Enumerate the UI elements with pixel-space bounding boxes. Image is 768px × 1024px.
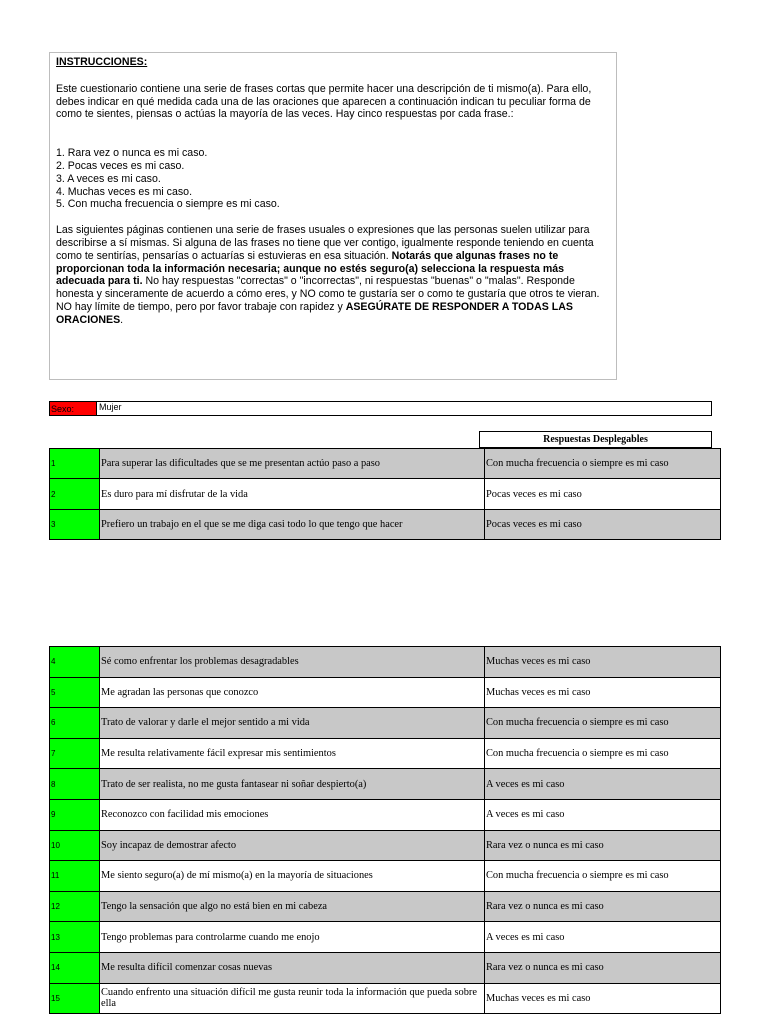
question-number: 13 <box>50 922 100 953</box>
question-row <box>50 449 721 479</box>
question-text: Sé como enfrentar los problemas desagradables <box>100 647 485 678</box>
question-number: 11 <box>50 861 100 892</box>
question-number: 1 <box>50 449 100 479</box>
question-number: 9 <box>50 799 100 830</box>
question-number: 15 <box>50 983 100 1014</box>
question-text: Me siento seguro(a) de mí mismo(a) en la mayoría de situaciones <box>100 861 485 892</box>
sex-label: Sexo: <box>50 402 97 415</box>
answers-column-header: Respuestas Desplegables <box>479 431 712 448</box>
answer-dropdown-cell[interactable]: Muchas veces es mi caso <box>485 983 721 1014</box>
answer-dropdown-cell[interactable]: Muchas veces es mi caso <box>485 647 721 678</box>
question-row <box>50 983 721 1014</box>
answer-dropdown-cell[interactable]: A veces es mi caso <box>485 769 721 800</box>
answer-scale-item: 1. Rara vez o nunca es mi caso. <box>56 147 208 160</box>
instructions-paragraph-2: Las siguientes páginas contienen una serie de frases usuales o expresiones que las personas suelen utilizar para describirse a sí mismas. Si alguna de las frases no tiene que ver contigo, igualmente responde teniendo en cuenta como te sentirías, pensarías o actuarías si estuvieras en esa situación. Notarás que algunas frases no te proporcionan toda la información necesaria; aunque no estés seguro(a) selecciona la respuesta más adecuada para ti. No hay respuestas "correctas" o "incorrectas", ni respuestas "buenas" o "malas". Responde honesta y sinceramente de acuerdo a cómo eres, y NO como te gustaría ser o como te gustaría que otros te vieran. NO hay límite de tiempo, pero por favor trabaje con rapidez y ASEGÚRATE DE RESPONDER A TODAS LAS ORACIONES. <box>56 224 600 326</box>
question-text: Tengo la sensación que algo no está bien en mi cabeza <box>100 891 485 922</box>
question-row <box>50 769 721 800</box>
questions-table-1 <box>49 448 721 540</box>
question-number: 14 <box>50 952 100 983</box>
answer-dropdown-cell[interactable]: A veces es mi caso <box>485 922 721 953</box>
answer-dropdown-cell[interactable]: Pocas veces es mi caso <box>485 509 721 539</box>
answer-scale-item: 4. Muchas veces es mi caso. <box>56 185 193 198</box>
question-text: Reconozco con facilidad mis emociones <box>100 799 485 830</box>
question-row <box>50 922 721 953</box>
questions-table-2 <box>49 646 721 1014</box>
answer-dropdown-cell[interactable]: Con mucha frecuencia o siempre es mi caso <box>485 738 721 769</box>
question-text: Es duro para mí disfrutar de la vida <box>100 479 485 509</box>
question-row <box>50 738 721 769</box>
question-text: Me agradan las personas que conozco <box>100 677 485 708</box>
answer-dropdown-cell[interactable]: Con mucha frecuencia o siempre es mi caso <box>485 861 721 892</box>
answer-scale-item: 3. A veces es mi caso. <box>56 172 161 185</box>
instructions-box <box>49 52 617 380</box>
question-row <box>50 509 721 539</box>
answer-dropdown-cell[interactable]: A veces es mi caso <box>485 799 721 830</box>
question-text: Trato de valorar y darle el mejor sentido a mi vida <box>100 708 485 739</box>
question-number: 8 <box>50 769 100 800</box>
question-row <box>50 952 721 983</box>
question-row <box>50 830 721 861</box>
answer-scale-item: 5. Con mucha frecuencia o siempre es mi caso. <box>56 198 280 211</box>
answer-scale-list <box>56 147 610 211</box>
answer-dropdown-cell[interactable]: Rara vez o nunca es mi caso <box>485 830 721 861</box>
instructions-title: INSTRUCCIONES: <box>56 56 148 68</box>
question-text: Para superar las dificultades que se me presentan actúo paso a paso <box>100 449 485 479</box>
question-row <box>50 891 721 922</box>
question-row <box>50 799 721 830</box>
answer-dropdown-cell[interactable]: Con mucha frecuencia o siempre es mi caso <box>485 708 721 739</box>
question-text: Tengo problemas para controlarme cuando me enojo <box>100 922 485 953</box>
question-text: Trato de ser realista, no me gusta fantasear ni soñar despierto(a) <box>100 769 485 800</box>
answer-dropdown-cell[interactable]: Con mucha frecuencia o siempre es mi caso <box>485 449 721 479</box>
question-number: 12 <box>50 891 100 922</box>
sex-field-row <box>49 401 712 416</box>
question-number: 4 <box>50 647 100 678</box>
question-number: 5 <box>50 677 100 708</box>
answer-scale-item: 2. Pocas veces es mi caso. <box>56 159 185 172</box>
question-row <box>50 647 721 678</box>
question-number: 7 <box>50 738 100 769</box>
question-number: 6 <box>50 708 100 739</box>
question-row <box>50 861 721 892</box>
answer-dropdown-cell[interactable]: Muchas veces es mi caso <box>485 677 721 708</box>
question-row <box>50 708 721 739</box>
question-row <box>50 479 721 509</box>
question-text: Cuando enfrento una situación difícil me gusta reunir toda la información que pueda sobre ella <box>100 983 485 1014</box>
answer-dropdown-cell[interactable]: Rara vez o nunca es mi caso <box>485 891 721 922</box>
question-number: 3 <box>50 509 100 539</box>
sex-value-cell[interactable]: Mujer <box>99 402 122 412</box>
question-text: Me resulta difícil comenzar cosas nuevas <box>100 952 485 983</box>
answer-dropdown-cell[interactable]: Pocas veces es mi caso <box>485 479 721 509</box>
answer-dropdown-cell[interactable]: Rara vez o nunca es mi caso <box>485 952 721 983</box>
question-text: Prefiero un trabajo en el que se me diga casi todo lo que tengo que hacer <box>100 509 485 539</box>
question-text: Me resulta relativamente fácil expresar mis sentimientos <box>100 738 485 769</box>
question-number: 2 <box>50 479 100 509</box>
instructions-paragraph-1: Este cuestionario contiene una serie de frases cortas que permite hacer una descripción de ti mismo(a). Para ello, debes indicar en qué medida cada una de las oraciones que aparecen a continuación indican tu peculiar forma de como te sientes, piensas o actúas la mayoría de las veces. Hay cinco respuestas por cada frase.: <box>56 82 592 121</box>
question-number: 10 <box>50 830 100 861</box>
question-row <box>50 677 721 708</box>
question-text: Soy incapaz de demostrar afecto <box>100 830 485 861</box>
